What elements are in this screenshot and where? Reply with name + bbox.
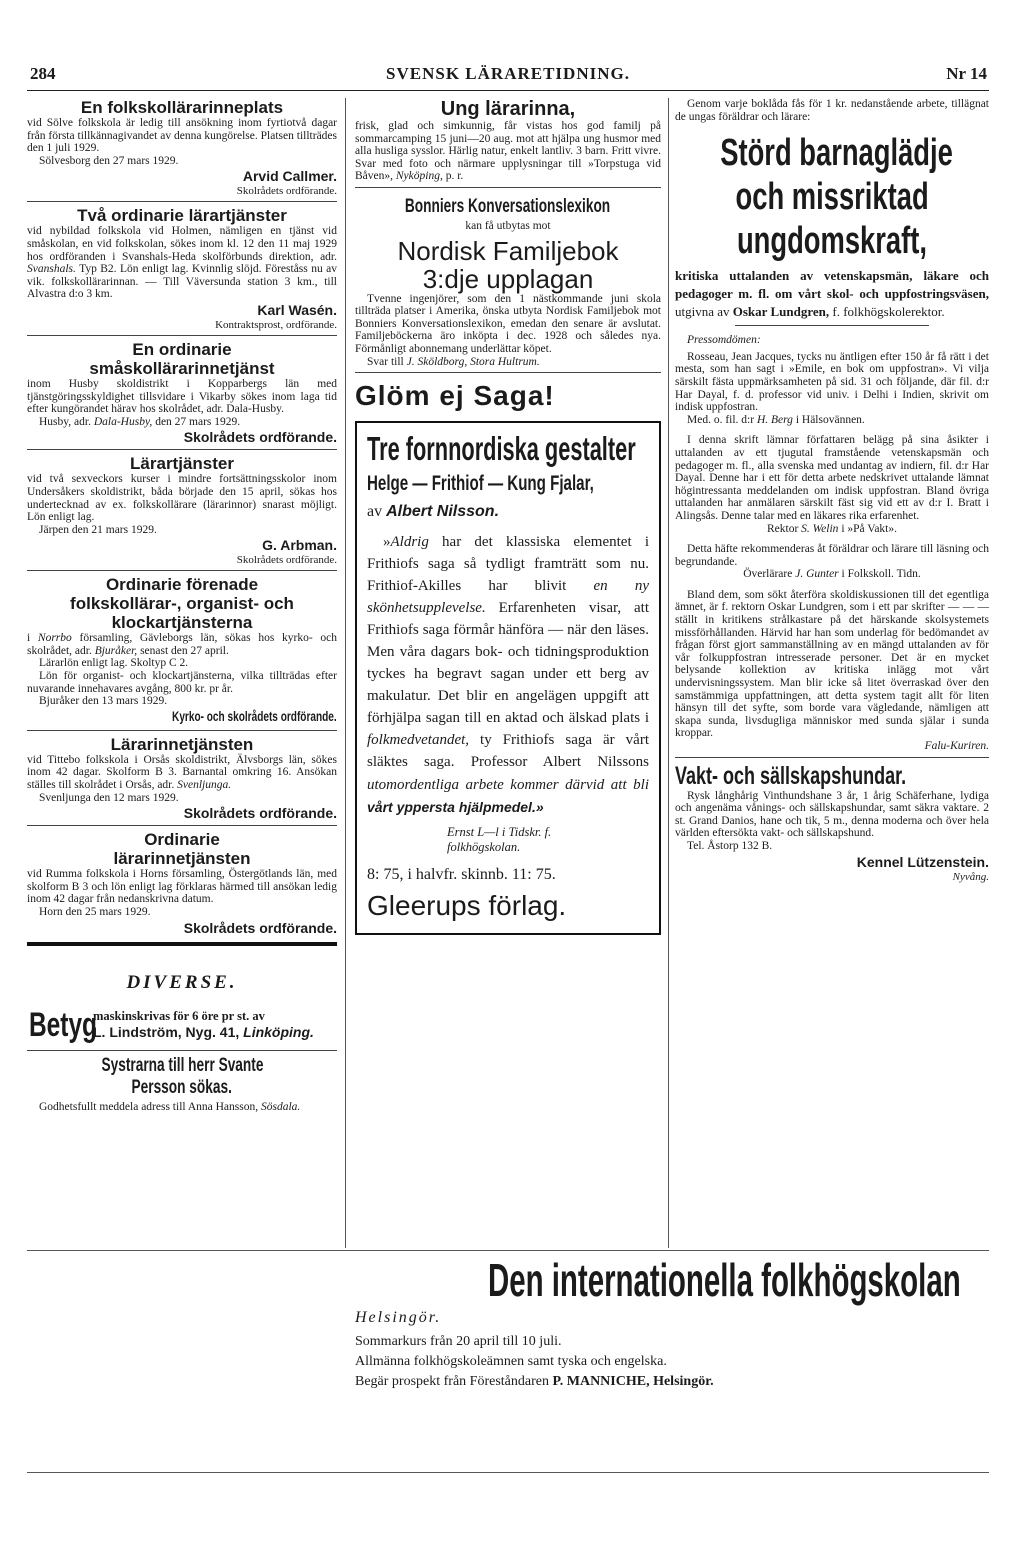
bottom-title-wrap	[355, 1252, 989, 1308]
ad-title: Störd barnaglädje	[720, 132, 953, 175]
ad-place: Nyvång.	[952, 870, 989, 883]
ad-role: Skolrådets ordförande.	[236, 554, 337, 567]
box-title-wrap	[367, 429, 649, 469]
ad-subline: kan få utbytas mot	[465, 219, 551, 232]
ad-title: Två ordinarie lärartjänster	[77, 206, 287, 226]
press-heading: Pressomdömen:	[687, 334, 761, 347]
divider	[27, 201, 337, 202]
ad-ordinarie-lararinnetjansten	[27, 830, 337, 935]
ad-title-wrap	[27, 1055, 337, 1077]
ad-lararatjanster	[27, 454, 337, 566]
bottom-line: Begär prospekt från Föreståndaren P. MANNICHE, Helsingör.	[355, 1374, 714, 1389]
review-text: Rosseau, Jean Jacques, tycks nu äntligen efter 150 år få rätt i det mesta, som han sagt i »Emile, en bok om uppfostran». Vi vilja särskilt fästa uppmärksamheten på sid. 31 och följande, där fil. d:r Har Dayal, f. d. professor vid univ. i Delhi i Indien, skrivit om indisk uppfostran.	[675, 350, 989, 414]
ad-place-date: Sölvesborg den 27 mars 1929.	[39, 154, 179, 167]
ad-headline: 3:dje upplagan	[422, 263, 594, 294]
ad-signer: Karl Wasén.	[257, 301, 337, 318]
ad-folkskollararinneplats	[27, 98, 337, 197]
ad-body-line: Lärarlön enligt lag. Skoltyp C 2.	[39, 657, 189, 670]
review-signature: Rektor S. Welin i »På Vakt».	[766, 522, 898, 535]
review-signature: Med. o. fil. d:r H. Berg i Hälsovännen.	[687, 413, 865, 426]
column-divider	[668, 98, 669, 1248]
box-publisher: Gleerups förlag.	[367, 890, 567, 922]
ad-title: Persson sökas.	[131, 1076, 233, 1098]
bottom-place: Helsingör.	[355, 1309, 442, 1326]
ad-title-wrap	[355, 196, 661, 220]
review-text: Bland dem, som sökt återföra skoldiskussionen till det egentliga ämnet, är f. rektorn Oskar Lundgren, som i ett par skrifter — — — ställt in kritikens strålkastare på det härskande skolsystemets missförhållanden. Härvid har han som underlag för bedömandet av frågan först gjort sammanställning av en mängd uttalanden av för vår folkuppfostran intresserade personer. Det är en mycket belysande kollektion av kritiska inlägg mot vårt undervisningssystem. Man blir icke så litet överraskad över den samstämmiga uppfattningen, att detta system tagit allt för liten hänsyn till det syfte, som borde vara vägledande, nämligen att skapa sunda, livsdugliga människor med sunda själar i sunda kroppar.	[675, 588, 989, 740]
ad-title: En ordinarie	[132, 339, 232, 359]
ad-body-line: Lön för organist- och klockartjänsterna, vilka tillträdas efter nuvarande innehavares avgång, 800 kr. pr år.	[27, 670, 337, 695]
ad-folkhogskolan	[355, 1252, 989, 1392]
ad-title: Lärartjänster	[130, 454, 234, 474]
ad-role: Kontraktsprost, ordförande.	[215, 318, 337, 331]
divider	[355, 187, 661, 188]
ad-title: Ung lärarinna,	[440, 98, 576, 120]
ad-ung-lararinna	[355, 98, 661, 183]
header-rule	[27, 90, 989, 91]
ad-forenade-tjanster	[27, 575, 337, 726]
review-signature: Falu-Kuriren.	[924, 740, 989, 752]
ad-role-wrap	[27, 708, 337, 726]
ad-body: Godhetsfullt meddela adress till Anna Hansson, Sösdala.	[39, 1100, 301, 1113]
ad-stord-barnagladje	[675, 98, 989, 753]
column-3	[675, 98, 989, 883]
box-subtitle: Helge — Frithiof — Kung Fjalar,	[367, 472, 594, 496]
ad-reply: Svar till J. Sköldborg, Stora Hultrum.	[367, 355, 540, 368]
divider	[27, 335, 337, 336]
ad-title: folkskollärar-, organist- och	[70, 594, 294, 614]
newspaper-page	[27, 60, 989, 1480]
ad-title: småskollärarinnetjänst	[89, 358, 275, 378]
book-ad-box	[355, 421, 661, 935]
review-text: I denna skrift lämnar författaren belägg på sina åsikter i uttalanden av ett tjugutal framstående vetenskapsmän och pedagoger m. fl., alla svenska med undantag av indiern, fil. d:r Har Dayal. Denne har i ett för detta arbete nedskrivet uttalande lämnat högintressanta meddelanden om indisk uppfostran. Bland övriga uttalanden har anmälaren särskilt fäst sig vid ett av d:r I. Bratt i Alingsås. Denne talar med en läkares rika erfarenhet.	[675, 434, 989, 522]
column-2	[355, 98, 661, 935]
box-title: Tre fornnordiska gestalter	[367, 430, 636, 468]
ad-body: vid Sölve folkskola är ledig till ansökning inom fyrtiotvå dagar från första tillkännagivandet av denna kungörelse. Platsen tillträdes den 1 juli 1929.	[27, 117, 337, 155]
ad-bonniers	[355, 196, 661, 368]
ad-headline: Nordisk Familjebok	[397, 235, 619, 266]
ad-title-wrap	[675, 175, 989, 219]
page-header	[27, 60, 989, 90]
ad-title: Ordinarie förenade	[105, 575, 259, 595]
ad-subtitle: kritiska uttalanden av vetenskapsmän, läkare och pedagoger m. fl. om vårt skol- och uppfostringsväsen, utgivna av Oskar Lundgren, f. folkhögskolerektor.	[675, 268, 989, 320]
ad-body: Tvenne ingenjörer, som den 1 nästkommande juni skola tillträda platser i Amerika, önska utbyta Nordisk Familjebok mot Bonniers Konversationslexikon, emedan den senare är avslutat. Familjeböckerna äro inköpta i dec. 1928 och således nya. Förmånligt abonnemang underlättar köpet.	[355, 292, 661, 355]
box-subtitle-wrap	[367, 469, 649, 499]
ad-betyg-word: Betyg	[29, 1005, 98, 1044]
ad-body: vid Rumma folkskola i Horns församling, Östergötlands län, med skolform B 3 och lön enligt lag förklaras härmed till ansökan ledig inom 42 dagar från nedanskrivna datum.	[27, 868, 337, 906]
box-source: Ernst L—l i Tidskr. f. folkhögskolan.	[447, 825, 552, 855]
ad-title-wrap	[675, 131, 989, 175]
issue-number: Nr 14	[946, 64, 987, 83]
thick-divider	[27, 942, 337, 946]
ad-place-date: Järpen den 21 mars 1929.	[39, 523, 157, 536]
ad-place-date: Husby, adr. Dala-Husby, den 27 mars 1929.	[39, 415, 241, 428]
glom-ej-saga: Glöm ej Saga!	[355, 380, 555, 412]
bottom-line: Sommarkurs från 20 april till 10 juli.	[355, 1334, 562, 1349]
page-bottom-rule	[27, 1472, 989, 1473]
ad-title: klockartjänsterna	[111, 613, 253, 633]
ad-place-date: Svenljunga den 12 mars 1929.	[39, 791, 179, 804]
ad-title-wrap	[675, 219, 989, 267]
ad-role: Skolrådets ordförande.	[236, 185, 337, 198]
ad-lararinnetjansten	[27, 735, 337, 821]
divider	[27, 730, 337, 731]
ad-title: Systrarna till herr Svante	[101, 1054, 263, 1076]
ad-signer: Kennel Lützenstein.	[856, 853, 989, 870]
ad-title: En folkskollärarinneplats	[80, 98, 284, 117]
divider	[27, 825, 337, 826]
ad-betyg-line: maskinskrivas för 6 öre pr st. av	[93, 1008, 265, 1023]
ad-title: ungdomskraft,	[736, 220, 928, 263]
review-signature: Överlärare J. Gunter i Folkskoll. Tidn.	[743, 568, 921, 581]
ad-body: Rysk långhårig Vinthundshane 3 år, 1 årig Schäferhane, lydiga och angenäma vånings- och sällskapshundar, samt säkra vaktare. 2 st. Grand Danios, hane och tik, 5 m., denna moderna och över hela världen eftersökta vakt- och sällskapshund.	[675, 789, 989, 840]
ad-role: Kyrko- och skolrådets ordförande.	[172, 707, 337, 724]
ad-betyg-address: L. Lindström, Nyg. 41, Linköping.	[93, 1023, 314, 1040]
ad-role: Skolrådets ordförande.	[183, 805, 337, 822]
ad-title: Bonniers Konversationslexikon	[405, 195, 611, 217]
ad-vakt-hundar	[675, 762, 989, 883]
bottom-title: Den internationella folkhögskolan	[487, 1254, 961, 1306]
ad-title: lärarinnetjänsten	[113, 849, 251, 869]
ad-tva-lararatjanster	[27, 206, 337, 331]
section-heading-diverse: DIVERSE.	[126, 971, 238, 993]
ad-title-wrap	[675, 762, 989, 790]
column-divider	[345, 98, 346, 1248]
ad-phone: Tel. Åstorp 132 B.	[687, 839, 773, 852]
ad-body: inom Husby skoldistrikt i Kopparbergs län med tjänstgöringsskyldighet tillsvidare i Vikarby sökes inom laga tid efter kungörandet härav hos skolrådet, adr. Dala-Husby.	[27, 377, 337, 416]
ad-betyg	[27, 1006, 337, 1046]
page-number: 284	[30, 64, 56, 83]
ad-place-date: Bjuråker den 13 mars 1929.	[39, 695, 168, 708]
ad-title: och missriktad	[735, 176, 929, 219]
divider	[27, 570, 337, 571]
box-quote: »Aldrig har det klassiska elementet i Frithiofs saga så tydligt framträtt som nu. Frithiof-Akilles har blivit en ny skönhetsupplevelse. Erfarenheten visar, att Frithiofs saga förmår hänföra — när den läses. Men våra dagars bok- och tidningsproduktion tyckes ha begravt sagan under ett berg av makulatur. Det blir en angelägen uppgift att förhjälpa sagan till en aktad och älskad plats i folkmedvetandet, ty Frithiofs saga är vårt släktes saga. Professor Albert Nilssons utomordentliga arbete kommer därvid att bli vårt yppersta hjälpmedel.»	[367, 534, 649, 816]
ad-role: Skolrådets ordförande.	[183, 919, 337, 936]
ad-systrarna	[27, 1055, 337, 1114]
ad-signer: Arvid Callmer.	[242, 168, 337, 185]
ad-title: Lärarinnetjänsten	[110, 734, 254, 754]
divider	[675, 757, 989, 758]
bottom-rule	[27, 1250, 989, 1251]
bottom-line: Allmänna folkhögskoleämnen samt tyska och engelska.	[355, 1354, 667, 1369]
ad-body: frisk, glad och simkunnig, får vistas hos god familj på sommarcamping 15 juni—20 aug. mot att hjälpa ung husmor med alla husliga sysslor. Härlig natur, enkelt lantliv. 3 barn. Fritt vivre. Svar med foto och närmare upplysningar till »Torpstuga vid Båven», Nyköping, p. r.	[355, 120, 661, 183]
ad-body: i Norrbo församling, Gävleborgs län, sökas hos kyrko- och skolrådet, adr. Bjuråker, senast den 27 april.	[27, 632, 337, 657]
ad-title-wrap	[27, 1077, 337, 1101]
ad-body: vid nybildad folkskola vid Holmen, nämligen en tjänst vid småskolan, en vid folkskolan, sökes inom kl. 12 den 11 maj 1929 hos ordföranden i Svanshals-Heda skolförbunds direktion, adr. Svanshals. Typ B2. Lön enligt lag. Kvinnlig slöjd. Föreståss nu av vik. folkskollärarinnan. — Till Väversunda station 3 km., till Alvastra d:o 3 km.	[27, 225, 337, 301]
column-1	[27, 98, 337, 1113]
divider	[355, 372, 661, 373]
ad-place-date: Horn den 25 mars 1929.	[39, 906, 151, 918]
ad-signer: G. Arbman.	[262, 537, 337, 554]
review-text: Detta häfte rekommenderas åt föräldrar och lärare till läsning och begrundande.	[675, 543, 989, 568]
divider	[735, 325, 929, 326]
ad-intro: Genom varje boklåda fås för 1 kr. nedanstående arbete, tillägnat de ungas föräldrar och lärare:	[675, 98, 989, 123]
box-price: 8: 75, i halvfr. skinnb. 11: 75.	[367, 866, 556, 884]
ad-smaskollararinnetjanst	[27, 340, 337, 445]
ad-title: Ordinarie	[144, 830, 220, 850]
box-author-line: av Albert Nilsson.	[367, 503, 500, 521]
divider	[27, 1050, 337, 1051]
divider	[27, 449, 337, 450]
ad-body: vid två sexveckors kurser i mindre fortsättningsskolor inom Undersåkers skoldistrikt, båda började den 15 april, sökas hos undertecknad av ex. folkskollärare (lärarinnor) snarast möjligt. Lön enligt lag.	[27, 473, 337, 524]
ad-title: Vakt- och sällskapshundar.	[675, 761, 907, 790]
ad-body: vid Tittebo folkskola i Orsås skoldistrikt, Älvsborgs län, sökes inom 42 dagar. Skolform B 3. Barnantal omkring 16. Ansökan ställes till skolrådet i Orsås, adr. Svenljunga.	[27, 753, 337, 792]
ad-role: Skolrådets ordförande.	[183, 429, 337, 446]
publication-title: SVENSK LÄRARETIDNING.	[386, 64, 630, 83]
